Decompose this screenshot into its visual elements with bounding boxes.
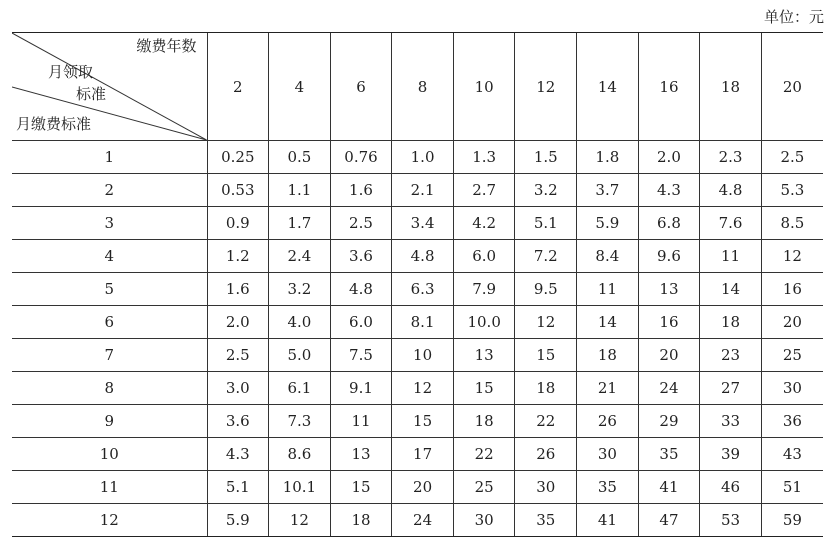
corner-header-cell bbox=[12, 33, 207, 141]
value-cell: 8.6 bbox=[269, 438, 331, 471]
value-cell: 3.6 bbox=[207, 405, 269, 438]
corner-label-monthly-payment: 月缴费标准 bbox=[16, 115, 92, 133]
value-cell: 16 bbox=[638, 306, 700, 339]
value-cell: 1.1 bbox=[269, 174, 331, 207]
table-row bbox=[12, 240, 823, 273]
value-cell: 2.4 bbox=[269, 240, 331, 273]
value-cell: 39 bbox=[700, 438, 762, 471]
value-cell: 8.1 bbox=[392, 306, 454, 339]
value-cell: 26 bbox=[515, 438, 577, 471]
year-header-cell: 10 bbox=[453, 33, 515, 141]
year-header-cell: 12 bbox=[515, 33, 577, 141]
value-cell: 51 bbox=[761, 471, 823, 504]
value-cell: 1.5 bbox=[515, 141, 577, 174]
value-cell: 30 bbox=[515, 471, 577, 504]
value-cell: 15 bbox=[453, 372, 515, 405]
value-cell: 18 bbox=[453, 405, 515, 438]
value-cell: 0.25 bbox=[207, 141, 269, 174]
payment-standard-cell: 10 bbox=[12, 438, 207, 471]
value-cell: 22 bbox=[453, 438, 515, 471]
value-cell: 2.3 bbox=[700, 141, 762, 174]
value-cell: 25 bbox=[761, 339, 823, 372]
value-cell: 7.5 bbox=[330, 339, 392, 372]
value-cell: 11 bbox=[330, 405, 392, 438]
table-row bbox=[12, 207, 823, 240]
year-header-cell: 4 bbox=[269, 33, 331, 141]
value-cell: 15 bbox=[330, 471, 392, 504]
value-cell: 1.3 bbox=[453, 141, 515, 174]
value-cell: 12 bbox=[269, 504, 331, 537]
year-header-cell: 8 bbox=[392, 33, 454, 141]
value-cell: 6.8 bbox=[638, 207, 700, 240]
value-cell: 0.53 bbox=[207, 174, 269, 207]
value-cell: 1.0 bbox=[392, 141, 454, 174]
value-cell: 5.0 bbox=[269, 339, 331, 372]
value-cell: 4.3 bbox=[207, 438, 269, 471]
year-header-cell: 16 bbox=[638, 33, 700, 141]
value-cell: 30 bbox=[761, 372, 823, 405]
year-header-cell: 2 bbox=[207, 33, 269, 141]
value-cell: 35 bbox=[515, 504, 577, 537]
value-cell: 46 bbox=[700, 471, 762, 504]
value-cell: 20 bbox=[761, 306, 823, 339]
value-cell: 3.7 bbox=[577, 174, 639, 207]
table-row bbox=[12, 273, 823, 306]
payment-standard-cell: 9 bbox=[12, 405, 207, 438]
table-row bbox=[12, 471, 823, 504]
value-cell: 5.1 bbox=[207, 471, 269, 504]
value-cell: 30 bbox=[453, 504, 515, 537]
value-cell: 0.76 bbox=[330, 141, 392, 174]
value-cell: 1.6 bbox=[207, 273, 269, 306]
value-cell: 11 bbox=[700, 240, 762, 273]
unit-label: 单位：元 bbox=[763, 8, 824, 26]
value-cell: 10.0 bbox=[453, 306, 515, 339]
value-cell: 10.1 bbox=[269, 471, 331, 504]
value-cell: 2.5 bbox=[761, 141, 823, 174]
value-cell: 7.9 bbox=[453, 273, 515, 306]
value-cell: 29 bbox=[638, 405, 700, 438]
payment-standard-cell: 11 bbox=[12, 471, 207, 504]
value-cell: 23 bbox=[700, 339, 762, 372]
value-cell: 3.4 bbox=[392, 207, 454, 240]
value-cell: 3.6 bbox=[330, 240, 392, 273]
value-cell: 20 bbox=[638, 339, 700, 372]
value-cell: 12 bbox=[761, 240, 823, 273]
table-row bbox=[12, 174, 823, 207]
value-cell: 5.9 bbox=[577, 207, 639, 240]
payment-standard-cell: 7 bbox=[12, 339, 207, 372]
value-cell: 9.5 bbox=[515, 273, 577, 306]
value-cell: 0.9 bbox=[207, 207, 269, 240]
value-cell: 3.2 bbox=[515, 174, 577, 207]
value-cell: 18 bbox=[577, 339, 639, 372]
value-cell: 1.6 bbox=[330, 174, 392, 207]
table-row bbox=[12, 438, 823, 471]
value-cell: 14 bbox=[700, 273, 762, 306]
value-cell: 2.1 bbox=[392, 174, 454, 207]
value-cell: 9.1 bbox=[330, 372, 392, 405]
value-cell: 2.7 bbox=[453, 174, 515, 207]
value-cell: 4.8 bbox=[330, 273, 392, 306]
value-cell: 4.8 bbox=[392, 240, 454, 273]
value-cell: 20 bbox=[392, 471, 454, 504]
value-cell: 5.3 bbox=[761, 174, 823, 207]
value-cell: 13 bbox=[330, 438, 392, 471]
payment-standard-cell: 8 bbox=[12, 372, 207, 405]
value-cell: 2.0 bbox=[207, 306, 269, 339]
table-row bbox=[12, 141, 823, 174]
pension-table bbox=[12, 32, 823, 537]
value-cell: 15 bbox=[515, 339, 577, 372]
value-cell: 6.0 bbox=[330, 306, 392, 339]
value-cell: 16 bbox=[761, 273, 823, 306]
value-cell: 43 bbox=[761, 438, 823, 471]
value-cell: 3.0 bbox=[207, 372, 269, 405]
value-cell: 13 bbox=[453, 339, 515, 372]
value-cell: 21 bbox=[577, 372, 639, 405]
corner-label-standard: 标准 bbox=[76, 85, 107, 103]
year-header-cell: 6 bbox=[330, 33, 392, 141]
year-header-cell: 18 bbox=[700, 33, 762, 141]
year-header-cell: 14 bbox=[577, 33, 639, 141]
value-cell: 17 bbox=[392, 438, 454, 471]
year-header-cell: 20 bbox=[761, 33, 823, 141]
value-cell: 47 bbox=[638, 504, 700, 537]
value-cell: 11 bbox=[577, 273, 639, 306]
payment-standard-cell: 6 bbox=[12, 306, 207, 339]
value-cell: 7.3 bbox=[269, 405, 331, 438]
table-row bbox=[12, 339, 823, 372]
value-cell: 4.0 bbox=[269, 306, 331, 339]
value-cell: 3.2 bbox=[269, 273, 331, 306]
header-row bbox=[12, 33, 823, 141]
value-cell: 6.0 bbox=[453, 240, 515, 273]
value-cell: 53 bbox=[700, 504, 762, 537]
value-cell: 6.3 bbox=[392, 273, 454, 306]
value-cell: 25 bbox=[453, 471, 515, 504]
payment-standard-cell: 4 bbox=[12, 240, 207, 273]
table-row bbox=[12, 306, 823, 339]
value-cell: 24 bbox=[638, 372, 700, 405]
value-cell: 6.1 bbox=[269, 372, 331, 405]
payment-standard-cell: 3 bbox=[12, 207, 207, 240]
value-cell: 1.2 bbox=[207, 240, 269, 273]
table-row bbox=[12, 504, 823, 537]
value-cell: 12 bbox=[392, 372, 454, 405]
value-cell: 4.8 bbox=[700, 174, 762, 207]
payment-standard-cell: 1 bbox=[12, 141, 207, 174]
value-cell: 2.5 bbox=[207, 339, 269, 372]
value-cell: 4.3 bbox=[638, 174, 700, 207]
value-cell: 7.2 bbox=[515, 240, 577, 273]
payment-standard-cell: 2 bbox=[12, 174, 207, 207]
value-cell: 18 bbox=[330, 504, 392, 537]
value-cell: 0.5 bbox=[269, 141, 331, 174]
corner-label-years: 缴费年数 bbox=[136, 37, 197, 55]
value-cell: 1.8 bbox=[577, 141, 639, 174]
corner-label-monthly-receive: 月领取 bbox=[48, 63, 94, 81]
value-cell: 22 bbox=[515, 405, 577, 438]
table-row bbox=[12, 372, 823, 405]
value-cell: 14 bbox=[577, 306, 639, 339]
value-cell: 4.2 bbox=[453, 207, 515, 240]
value-cell: 36 bbox=[761, 405, 823, 438]
value-cell: 7.6 bbox=[700, 207, 762, 240]
value-cell: 41 bbox=[577, 504, 639, 537]
value-cell: 35 bbox=[577, 471, 639, 504]
value-cell: 27 bbox=[700, 372, 762, 405]
value-cell: 41 bbox=[638, 471, 700, 504]
value-cell: 2.0 bbox=[638, 141, 700, 174]
value-cell: 18 bbox=[515, 372, 577, 405]
value-cell: 2.5 bbox=[330, 207, 392, 240]
value-cell: 5.9 bbox=[207, 504, 269, 537]
value-cell: 30 bbox=[577, 438, 639, 471]
value-cell: 8.4 bbox=[577, 240, 639, 273]
payment-standard-cell: 5 bbox=[12, 273, 207, 306]
value-cell: 33 bbox=[700, 405, 762, 438]
payment-standard-cell: 12 bbox=[12, 504, 207, 537]
value-cell: 5.1 bbox=[515, 207, 577, 240]
value-cell: 26 bbox=[577, 405, 639, 438]
value-cell: 13 bbox=[638, 273, 700, 306]
value-cell: 18 bbox=[700, 306, 762, 339]
value-cell: 1.7 bbox=[269, 207, 331, 240]
value-cell: 15 bbox=[392, 405, 454, 438]
value-cell: 59 bbox=[761, 504, 823, 537]
value-cell: 12 bbox=[515, 306, 577, 339]
table-row bbox=[12, 405, 823, 438]
value-cell: 9.6 bbox=[638, 240, 700, 273]
value-cell: 24 bbox=[392, 504, 454, 537]
value-cell: 35 bbox=[638, 438, 700, 471]
value-cell: 8.5 bbox=[761, 207, 823, 240]
value-cell: 10 bbox=[392, 339, 454, 372]
